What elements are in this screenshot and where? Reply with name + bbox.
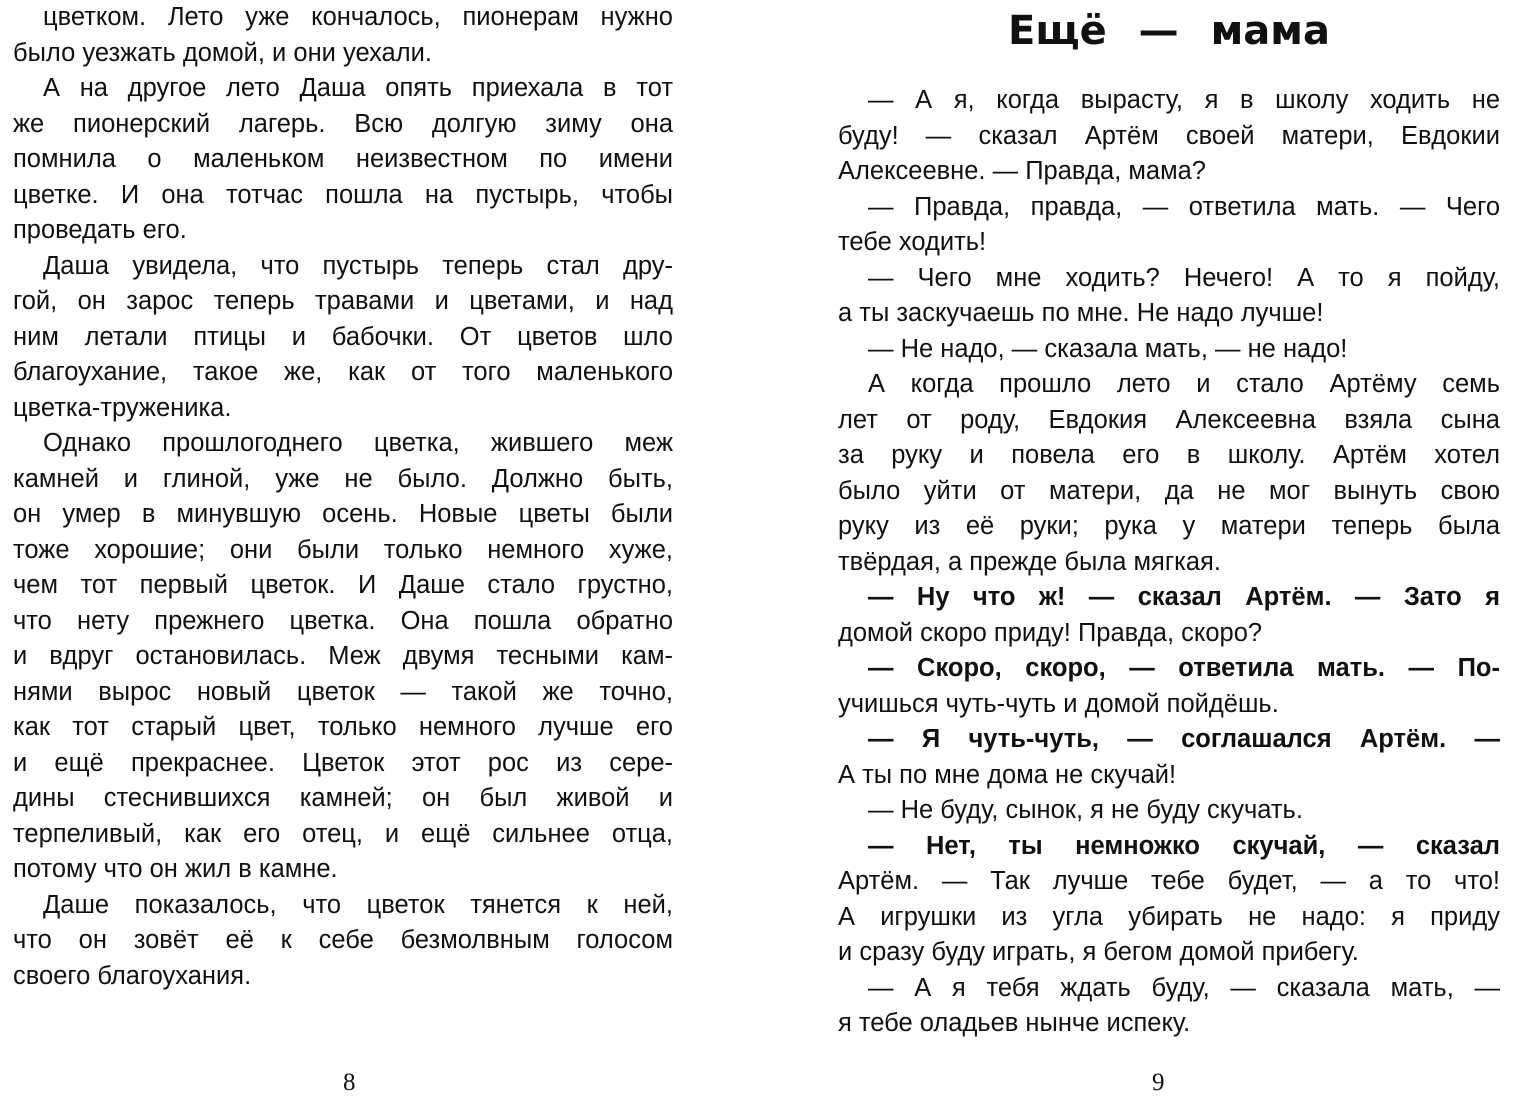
text-line: нями вырос новый цветок — такой же точно, <box>13 677 673 706</box>
text-line: что он зовёт её к себе безмолвным голосом <box>13 926 673 954</box>
text-line: цветка-труженика. <box>13 393 232 422</box>
text-line: — Ну что ж! — сказал Артём. — Зато я <box>868 583 1500 611</box>
text-line: и вдруг остановилась. Меж двумя тесными кам- <box>13 642 673 670</box>
text-line: А ты по мне дома не скучай! <box>838 760 1177 789</box>
text-line: руку из её руки; рука у матери теперь была <box>838 512 1500 540</box>
text-line: Артём. — Так лучше тебе будет, — а то что! <box>838 867 1500 895</box>
text-line: чем тот первый цветок. И Даше стало грустно, <box>13 571 673 599</box>
text-line: — Не надо, — сказала мать, — не надо! <box>868 334 1348 363</box>
text-line: тебе ходить! <box>838 228 987 256</box>
text-line: твёрдая, а прежде была мягкая. <box>838 547 1221 576</box>
text-line: а ты заскучаешь по мне. Не надо лучше! <box>838 299 1324 327</box>
text-line: — Я чуть-чуть, — соглашался Артём. — <box>868 725 1500 753</box>
text-line: было уйти от матери, да не мог вынуть свою <box>838 476 1500 505</box>
text-line: камней и глиной, уже не было. Должно быть, <box>13 464 673 493</box>
chapter-title: Ещё — мама <box>1008 8 1330 54</box>
text-line: А на другое лето Даша опять приехала в тот <box>43 74 673 102</box>
text-line: — Чего мне ходить? Нечего! А то я пойду, <box>868 263 1500 292</box>
text-line: ним летали птицы и бабочки. От цветов шло <box>13 322 673 351</box>
page-number-left: 8 <box>343 1069 356 1096</box>
text-line: было уезжать домой, и они уехали. <box>13 38 432 67</box>
text-line: гой, он зарос теперь травами и цветами, и над <box>13 287 673 315</box>
paragraph <box>13 0 673 71</box>
text-line: цветке. И она тотчас пошла на пустырь, чтобы <box>13 180 673 209</box>
paragraph <box>838 190 1500 261</box>
paragraph <box>838 332 1500 368</box>
text-line: он умер в минувшую осень. Новые цветы были <box>13 500 673 528</box>
text-line: тоже хорошие; они были только немного хуже, <box>13 535 673 564</box>
paragraph <box>838 367 1500 580</box>
paragraph <box>13 249 673 427</box>
text-line: учишься чуть-чуть и домой пойдёшь. <box>838 689 1279 718</box>
text-line: Однако прошлогоднего цветка, жившего меж <box>43 429 673 457</box>
paragraph <box>838 651 1500 722</box>
text-line: проведать его. <box>13 216 187 244</box>
text-line: Даша увидела, что пустырь теперь стал дру- <box>43 251 673 280</box>
text-line: лет от роду, Евдокия Алексеевна взяла сына <box>838 405 1500 434</box>
paragraph <box>838 829 1500 971</box>
text-line: Даше показалось, что цветок тянется к ней, <box>43 890 673 919</box>
text-line: — Правда, правда, — ответила мать. — Чего <box>868 192 1500 221</box>
text-line: домой скоро приду! Правда, скоро? <box>838 618 1263 647</box>
paragraph <box>838 261 1500 332</box>
text-line: и сразу буду играть, я бегом домой прибегу. <box>838 938 1359 966</box>
text-line: — А я, когда вырасту, я в школу ходить не <box>868 86 1500 114</box>
text-line: — Не буду, сынок, я не буду скучать. <box>868 796 1303 824</box>
text-line: помнила о маленьком неизвестном по имени <box>13 145 673 173</box>
text-line: терпеливый, как его отец, и ещё сильнее отца, <box>13 819 673 848</box>
text-line: Алексеевне. — Правда, мама? <box>838 157 1206 185</box>
right-page-text <box>838 83 1500 1042</box>
page-number-right: 9 <box>1152 1069 1165 1096</box>
paragraph <box>13 888 673 995</box>
paragraph <box>838 83 1500 190</box>
paragraph <box>13 71 673 249</box>
paragraph <box>838 722 1500 793</box>
paragraph <box>838 580 1500 651</box>
text-line: как тот старый цвет, только немного лучше его <box>13 713 673 741</box>
text-line: что нету прежнего цветка. Она пошла обратно <box>13 606 673 635</box>
text-line: — Скоро, скоро, — ответила мать. — По- <box>868 654 1500 682</box>
text-line: благоухание, такое же, как от того маленького <box>13 358 673 386</box>
text-line: своего благоухания. <box>13 961 252 990</box>
text-line: — Нет, ты немножко скучай, — сказал <box>868 831 1500 860</box>
text-line: А игрушки из угла убирать не надо: я приду <box>838 902 1500 931</box>
paragraph <box>13 426 673 888</box>
text-line: дины стеснившихся камней; он был живой и <box>13 784 673 812</box>
left-page-text <box>13 0 673 994</box>
text-line: и ещё прекраснее. Цветок этот рос из сере- <box>13 748 673 777</box>
text-line: за руку и повела его в школу. Артём хотел <box>838 441 1500 469</box>
text-line: — А я тебя ждать буду, — сказала мать, — <box>868 973 1500 1002</box>
paragraph <box>838 793 1500 829</box>
text-line: буду! — сказал Артём своей матери, Евдокии <box>838 121 1500 150</box>
text-line: А когда прошло лето и стало Артёму семь <box>868 370 1500 398</box>
text-line: цветком. Лето уже кончалось, пионерам нужно <box>43 3 673 31</box>
text-line: я тебе оладьев нынче испеку. <box>838 1009 1191 1037</box>
text-line: же пионерский лагерь. Всю долгую зиму она <box>13 109 673 138</box>
paragraph <box>838 971 1500 1042</box>
text-line: потому что он жил в камне. <box>13 855 338 883</box>
